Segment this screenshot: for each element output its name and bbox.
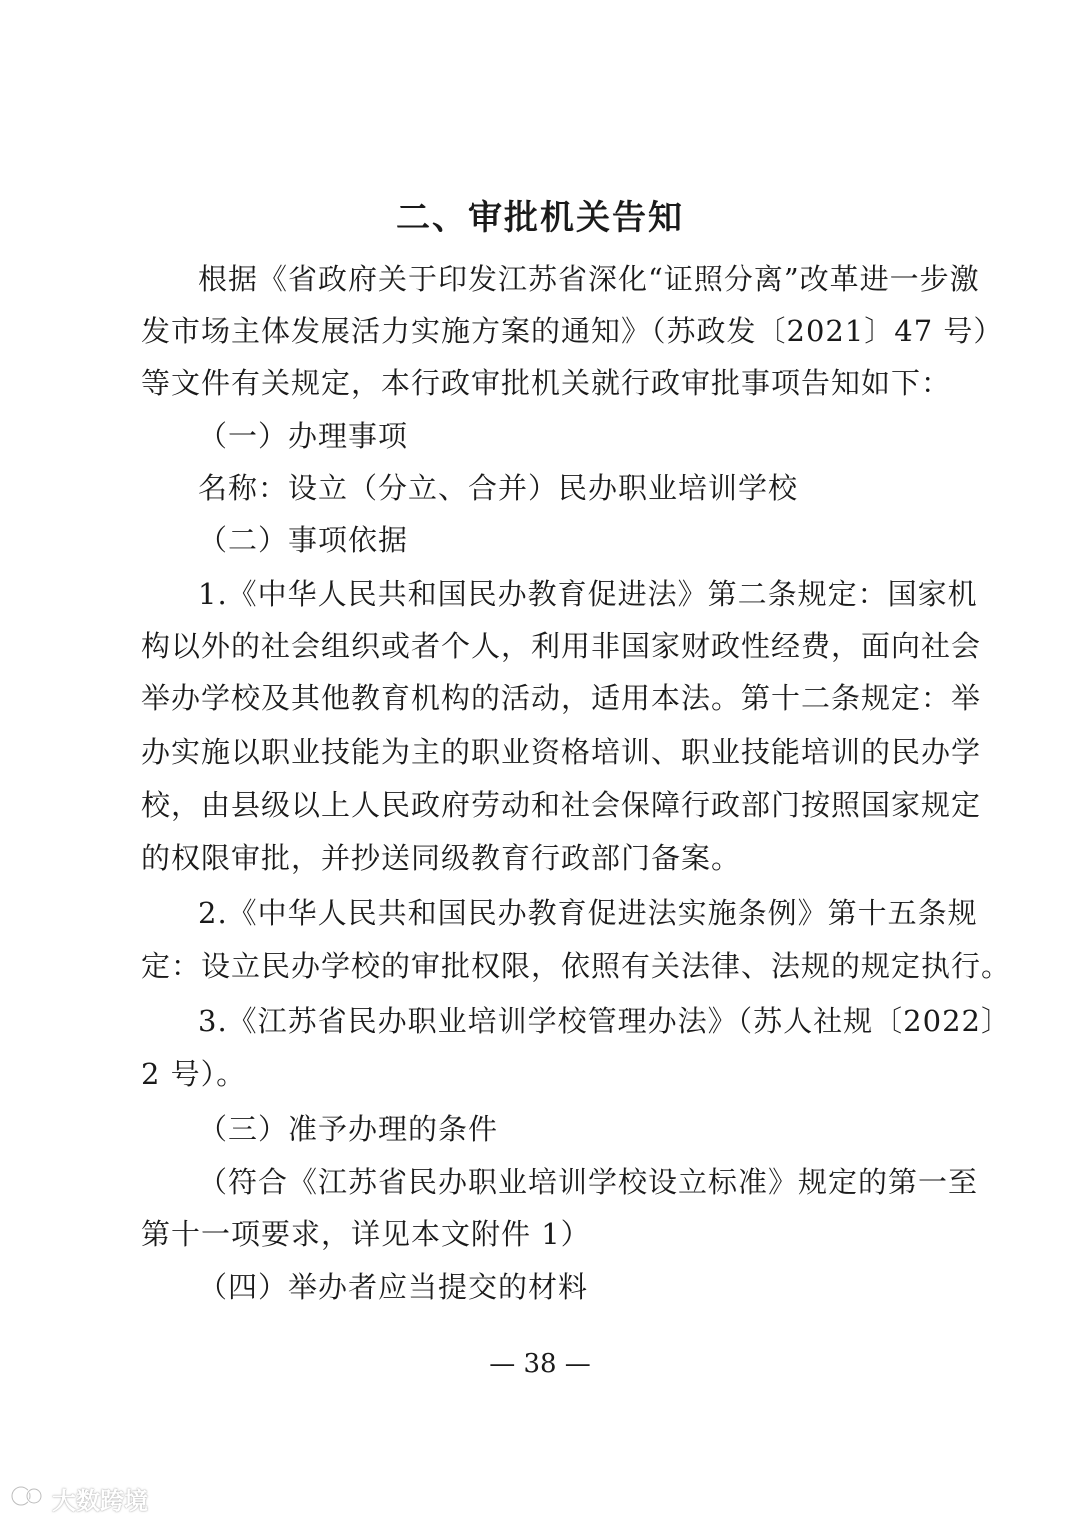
subheading-basis: （二）事项依据 [198,523,409,557]
watermark [10,1478,148,1518]
section-title: 二、审批机关告知 [396,198,684,238]
paragraph-line: 办实施以职业技能为主的职业资格培训、职业技能培训的民办学 [141,735,982,769]
paragraph-line: 3.《江苏省民办职业培训学校管理办法》（苏人社规〔2022〕 [198,1004,1011,1038]
paragraph-line: 名称：设立（分立、合并）民办职业培训学校 [198,471,799,505]
paragraph-line: 第十一项要求，详见本文附件 1） [141,1217,591,1251]
paragraph-line: 等文件有关规定，本行政审批机关就行政审批事项告知如下： [141,366,952,400]
paragraph-line: 定：设立民办学校的审批权限，依照有关法律、法规的规定执行。 [141,949,1012,983]
paragraph-line: （符合《江苏省民办职业培训学校设立标准》规定的第一至 [198,1165,979,1199]
paragraph-line: 根据《省政府关于印发江苏省深化“证照分离”改革进一步激 [198,262,980,296]
paragraph-line: 1.《中华人民共和国民办教育促进法》第二条规定：国家机 [198,577,978,611]
paragraph-line: 2 号）。 [141,1057,247,1091]
paragraph-line: 举办学校及其他教育机构的活动，适用本法。第十二条规定：举 [141,681,982,715]
paragraph-line: 的权限审批，并抄送同级教育行政部门备案。 [141,841,742,875]
watermark-text: 大数跨境 [52,1486,148,1515]
subheading-item: （一）办理事项 [198,419,409,453]
paragraph-line: 2.《中华人民共和国民办教育促进法实施条例》第十五条规 [198,896,978,930]
page-number: — 38 — [489,1349,591,1379]
subheading-materials: （四）举办者应当提交的材料 [198,1270,589,1304]
paragraph-line: 校，由县级以上人民政府劳动和社会保障行政部门按照国家规定 [141,788,982,822]
subheading-conditions: （三）准予办理的条件 [198,1112,499,1146]
paragraph-line: 发市场主体发展活力实施方案的通知》（苏政发〔2021〕47 号） [141,314,1004,348]
paragraph-line: 构以外的社会组织或者个人，利用非国家财政性经费，面向社会 [141,629,982,663]
watermark-logo-icon [10,1481,44,1515]
